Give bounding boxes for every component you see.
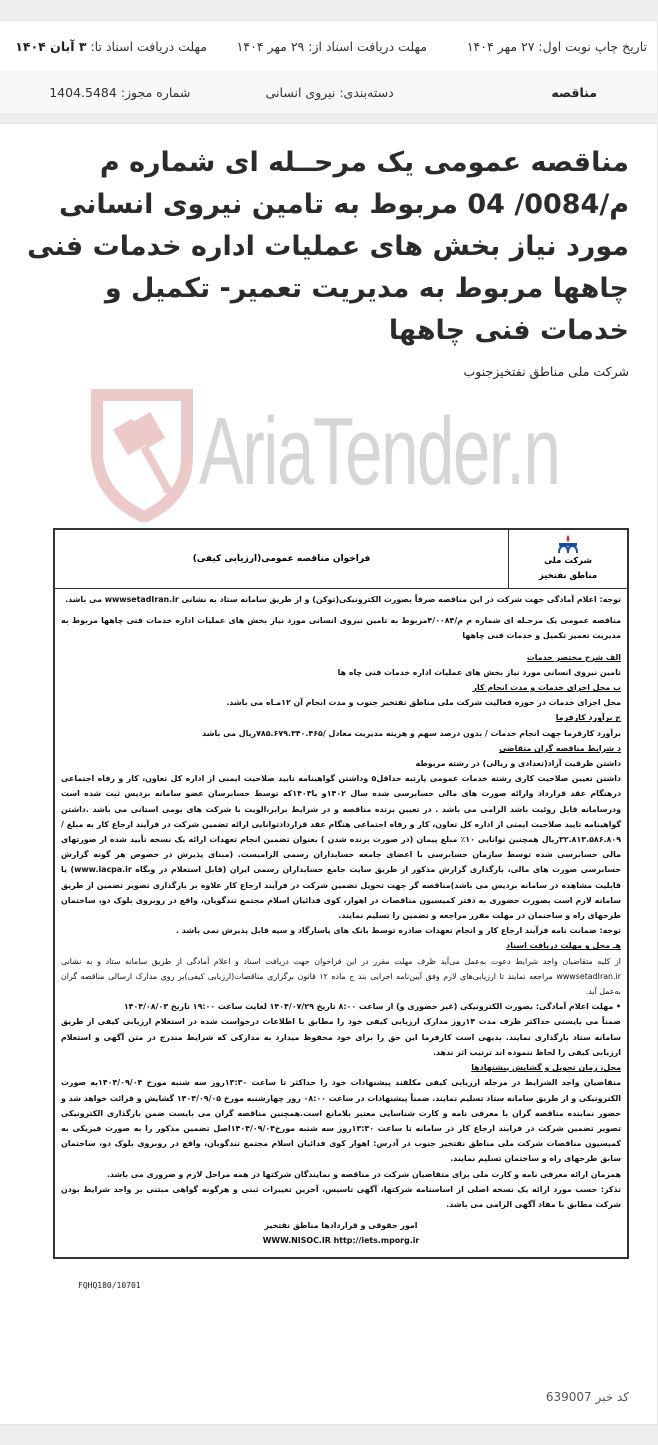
nisoc-logo <box>508 530 627 588</box>
document-heading: فراخوان مناقصه عمومی(ارزیابی کیفی) <box>192 554 371 564</box>
oil-company-flame-icon <box>557 534 579 554</box>
notice-paragraph: توجه: ضمانت نامه فرآیند ارجاع کار و انجام تعهدات صادره توسط بانک های پاسارگاد و سپه قابل پذیرش نمی باشد . <box>176 926 621 936</box>
print-date: تاریخ چاپ نوبت اول: ۲۷ مهر ۱۴۰۴ <box>466 38 647 54</box>
tender-detail-card <box>0 123 658 1425</box>
doc-receive-to <box>0 39 217 54</box>
notice-paragraph: تذکر: حسب مورد ارائه یک نسخه اصلی از اساسنامه شرکتها، آگهی تاسیس، آخرین تغییرات ثبتی و هرگونه گواهی مبتنی بر واجد شرایط بودن شرکت مطابق با مفاد آگهی الزامی می باشد. <box>61 1184 621 1209</box>
logo-line-2: مناطق نفتخیز <box>538 571 598 581</box>
doc-receive-to-label: مهلت دریافت اسناد تا: <box>86 38 207 54</box>
watermark-logo <box>89 387 629 522</box>
tender-info-bar <box>0 20 658 115</box>
notice-paragraph: برآورد کارفرما جهت انجام خدمات / بدون درصد سهم و هزینه مدیریت معادل /۷۸۵.۶۷۹.۳۴۰.۴۶۵ریال می باشد <box>202 728 621 738</box>
watermark-text: AriaTender.n <box>199 398 560 505</box>
notice-paragraph: محل اجرای خدمات در حوزه فعالیت شرکت ملی مناطق نفتخیز جنوب و مدت انجام آن ۱۲مـاه می باشد. <box>226 698 621 708</box>
notice-paragraph: از کلیه متقاضیان واجد شرایط دعوت به‌عمل می‌آید ظرف مهلت مقرر در این فراخوان جهت دریافت اسناد و اعلام آمادگی از طریق سامانه ستاد و به نشانی wwwsetadIran.ir مراجعه نمایند تا ارزیابی‌های لازم وفق آیین‌نامه اجرایی بند ج ماده ۱۲ قانون برگزاری مناقصات(ارزیابی کیفی)بر روی مدارک ارسالی مناقصه گران به‌عمل آید. <box>61 956 621 997</box>
section-heading: ب محل اجرای خدمات و مدت انجام کار <box>472 683 621 693</box>
section-heading: هـ محل و مهلت دریافت اسناد <box>506 941 621 951</box>
license-number: شماره مجوز: 1404.5484 <box>49 85 191 100</box>
shield-gavel-icon <box>89 387 199 522</box>
notice-paragraph: متقاضیان واجد الشرایط در مرحله ارزیابی کیفی مکلفند پیشنهادات خود را حداکثر تا ساعت ۱۳:۳۰روز سه شنبه مورخ ۱۴۰۴/۰۹/۰۴به صورت الکترونیکی و از طریق سامانه ستاد تسلیم نمایند. ضمناً پیشنهادات در ساعت ۰۸:۰۰ روز چهارشنبه مورخ ۱۴۰۴/۰۹/۰۵ گشایش و قرائت خواهد شد و حضور نماینده مناقصه گران با معرفی نامه و کارت شناسایی معتبر بلامانع است.همچنین مناقصه گران می بایست ضمن بارگذاری الکترونیکی تصویر تضمین شرکت در فرایند ارجاع کار در سامانه تا ساعت ۱۳:۳۰روز سه شنبه مورخ۱۴۰۴/۰۹/۰۴اصل تضمین مذکور را به صورت فیزیکی به کمیسیون مناقصات شرکت ملی مناطق نفتخیز جنوب در آدرس: اهواز کوی فدائیان اسلام مجتمع تندگویان، واقع در روبروی بلوک دو، ساختمان سابق طرحهای راه و ساختمان تسلیم نمایند. <box>61 1078 622 1164</box>
notice-paragraph: • مهلت اعلام آمادگی: بصورت الکترونیکی (غیر حضوری و) از ساعت ۸:۰۰ تاریخ ۱۴۰۴/۰۷/۲۹ لغایت ساعت ۱۹:۰۰ تاریخ ۱۴۰۴/۰۸/۰۳ <box>123 1002 621 1012</box>
notice-paragraph: مناقصه عمومی یک مرحـله ای شماره م م/۴/۰۰۸۴مربوط به تامین نیروی انسانی مورد نیاز بخش های عملیات اداره خدمات فنی چاهها مربوط به مدیریت تعمیر تکمیل و خدمات فنی چاهها <box>61 616 621 641</box>
tender-notice-document <box>53 528 629 1259</box>
page-title: مناقصه عمومی یک مرحــله ای شماره م م/0084/ 04 مربوط به تامین نیروی انسانی مورد نیاز بخش های عملیات اداره خدمات فنی چاهها مربوط به مدیریت تعمیر- تکمیل و خدمات فنی چاهها <box>27 147 629 346</box>
notice-paragraph: ضمناً می بایستی حداکثر ظرف مدت ۱۴روز مدارک ارزیابی کیفی خود را مطابق با اطلاعات درخواست شده در استعلام ارزیابی کیفی از طریق سامانه ستاد بارگذاری نمایند. بدیهی است کارفرما این حق را برای خود محفوظ میدارد به مدارکی که شرایط مندرج در متن آگهی و استعلام ارزیابی کیفی را لحاظ ننموده اند ترتیب اثر ندهد. <box>61 1017 621 1057</box>
section-heading: الف شرح مختصر خدمات <box>526 652 621 662</box>
tender-type <box>404 85 657 100</box>
notice-paragraph: داشتن تعیین صلاحیت کاری رشته خدمات عمومی پارتبه حداقل۵ وداشتن گواهینامه تایید صلاحیت ایمنی از اداره کل تعاون، کار و رفاه اجتماعی درهنگام عقد قرارداد وارائه صورت های مالی حسابرسی شده سال ۱۴۰۲و یا۱۴۰۳که توسط حسابرسان عضو سامانه بردیس ثبت شده است ودرسامانه قابل روئیت باشد الزامی می باشد . در تعیین برنده مناقصه و در شرایط برابر،الویت با شرکت های بومی استانی می باشد .داشتن گواهینامه تایید صلاحیت ایمنی از اداره کل تعاون، کار و رفاه اجتماعی هنگام عقد قراردادتوانایی ارائه تضمین شرکت در فرآیند ارجاع کار به مبلغ /۳۲.۸۱۳.۵۸۶.۸۰۹ریال همچنین توانایی ۱۰٪ مبلغ پیمان (در صورت برنده شدن ) بعنوان تضمین انجام تعهدات ارائه یک نسخه تأیید شده از صورتهای مالی حسابرسی شده توسط سازمان حسابرسی یا اعضای جامعه حسابداران رسمی الزامیست. (مبنای پذیرش در خصوص هر گونه گزارش حسابرسی صورت های مالی، بارگذاری گزارش مذکور از طریق سایت جامع حسابداران رسمی ایران (قابل استعلام در وبگاه www.iacpa.ir) یا قابلیت مشاهده در سامانه بردیس می باشد)مناقصه گر جهت تحویل تضمین شرکت در فرآیند ارجاع کار علاوه بر بارگذاری تصویر تضمین از طریق سامانه لازم است بصورت حضوری به دفتر کمیسیون مناقصات در اهواز، کوی فدائیان اسلام مجتمع تندگویان، واقع در روبروی بلوک دو، ساختمان طرحهای راه و ساختمان در مهلت مقرر مراجعه و تضمین را تسلیم نمایند. <box>61 774 621 921</box>
doc-receive-to-value: ۳ آبان ۱۴۰۴ <box>15 38 87 54</box>
notice-paragraph: داشتن ظرفیت آزاد(تعدادی و ریالی) در رشته مربوطه <box>415 759 621 769</box>
reference-code: FQHQ180/10701 <box>78 1280 141 1290</box>
tender-type-label: مناقصه <box>551 85 597 100</box>
section-heading: د شرایط مناقصه گران متقاضی <box>499 743 621 753</box>
website-link[interactable]: WWW.NISOC.IR http://iets.mporg.ir <box>262 1236 420 1246</box>
notice-paragraph: تامین نیروی انسانی مورد نیاز بخش های عملیات اداره خدمات فنی چاه ها <box>337 667 621 677</box>
news-code: کد خبر 639007 <box>545 1389 629 1404</box>
signature: امور حقوقی و قراردادها مناطق نفتخیز <box>264 1221 418 1231</box>
notice-paragraph: همزمان ارائه معرفی نامه و کارت ملی برای متقاضیان شرکت در مناقصه و نمایندگان شرکتها در همه مراحل لازم و ضروری می باشد. <box>106 1169 621 1179</box>
document-body <box>55 589 627 1257</box>
section-heading: ج برآورد کارفرما <box>555 713 621 723</box>
logo-line-1: شرکت ملی <box>544 556 592 566</box>
category: دسته‌بندی: نیروی انسانی <box>265 85 394 100</box>
company-name: شرکت ملی مناطق نفتخیزجنوب <box>463 364 629 379</box>
notice-paragraph: توجه: اعلام آمادگی جهت شرکت در این مناقصه صرفاً بصورت الکترونیکی(توکن) و از طریق سامانه ستاد به نشانی wwwsetadIran.ir می باشد. <box>65 595 621 604</box>
doc-receive-from: مهلت دریافت اسناد از: ۲۹ مهر ۱۴۰۴ <box>236 38 427 54</box>
section-heading: محل، زمان تحویل و گشایش پیشنهادها <box>471 1063 621 1073</box>
